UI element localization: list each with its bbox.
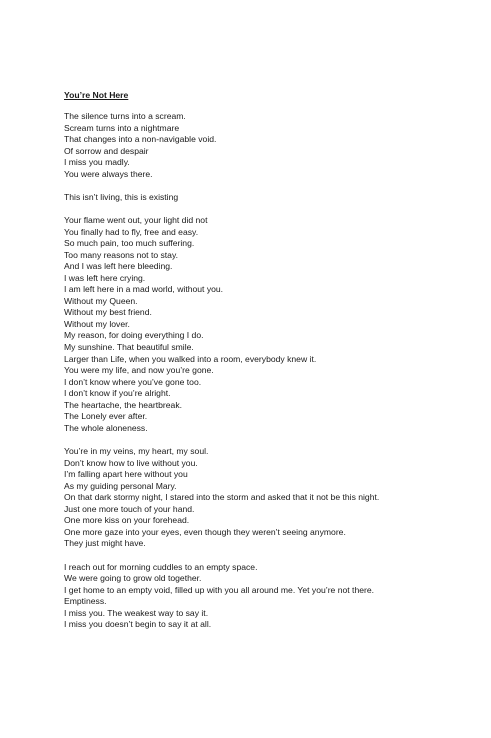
poem-line: I am left here in a mad world, without you. (64, 284, 224, 295)
poem-line: Too many reasons not to stay. (64, 249, 179, 260)
poem-line: Of sorrow and despair (64, 145, 149, 156)
poem-line: This isn’t living, this is existing (64, 191, 179, 202)
poem-line: As my guiding personal Mary. (64, 480, 177, 491)
poem-line: Larger than Life, when you walked into a room, everybody knew it. (64, 353, 317, 364)
poem-line: That changes into a non-navigable void. (64, 134, 217, 145)
poem-line: Emptiness. (64, 596, 107, 607)
poem-line: Without my lover. (64, 318, 130, 329)
poem-line: My reason, for doing everything I do. (64, 330, 204, 341)
poem-line: You were my life, and now you’re gone. (64, 365, 214, 376)
poem-line: We were going to grow old together. (64, 573, 202, 584)
poem-line: I was left here crying. (64, 272, 146, 283)
poem-line: One more gaze into your eyes, even though they weren’t seeing anymore. (64, 526, 346, 537)
poem-line: The silence turns into a scream. (64, 111, 186, 121)
poem-body (64, 89, 474, 642)
poem-line: I miss you. The weakest way to say it. (64, 607, 209, 618)
poem-line: I don’t know if you’re alright. (64, 388, 171, 399)
poem-line: The heartache, the heartbreak. (64, 399, 183, 410)
poem-line: Without my Queen. (64, 295, 138, 306)
poem-line: You finally had to fly, free and easy. (64, 226, 199, 237)
stanza-3 (64, 215, 474, 434)
poem-line: One more kiss on your forehead. (64, 515, 190, 526)
poem-line: I miss you doesn’t begin to say it at all. (64, 619, 212, 630)
poem-line: So much pain, too much suffering. (64, 238, 195, 249)
poem-line: I miss you madly. (64, 157, 130, 168)
stanza-4 (64, 446, 474, 550)
poem-line: I reach out for morning cuddles to an empty space. (64, 561, 258, 572)
stanza-5 (64, 562, 474, 631)
poem-line: The whole aloneness. (64, 422, 148, 433)
stanza-1 (64, 111, 474, 180)
poem-line: I’m falling apart here without you (64, 469, 188, 480)
poem-line: I get home to an empty void, filled up with you all around me. Yet you’re not there. (64, 584, 375, 595)
poem-line: My sunshine. That beautiful smile. (64, 342, 194, 353)
poem-line: Without my best friend. (64, 307, 152, 318)
poem-line: On that dark stormy night, I stared into the storm and asked that it not be this night. (64, 492, 380, 503)
poem-line: And I was left here bleeding. (64, 261, 173, 272)
poem-line: Your flame went out, your light did not (64, 215, 208, 226)
poem-line: The Lonely ever after. (64, 411, 148, 422)
poem-line: You’re in my veins, my heart, my soul. (64, 446, 209, 456)
poem-title: You’re Not Here (64, 90, 129, 100)
poem-line: They just might have. (64, 538, 146, 549)
poem-line: Scream turns into a nightmare (64, 122, 180, 133)
poem-line: Don’t know how to live without you. (64, 457, 198, 468)
poem-line: I don’t know where you’ve gone too. (64, 376, 202, 387)
stanza-2 (64, 192, 474, 204)
poem-line: Just one more touch of your hand. (64, 503, 195, 514)
poem-line: You were always there. (64, 168, 153, 179)
